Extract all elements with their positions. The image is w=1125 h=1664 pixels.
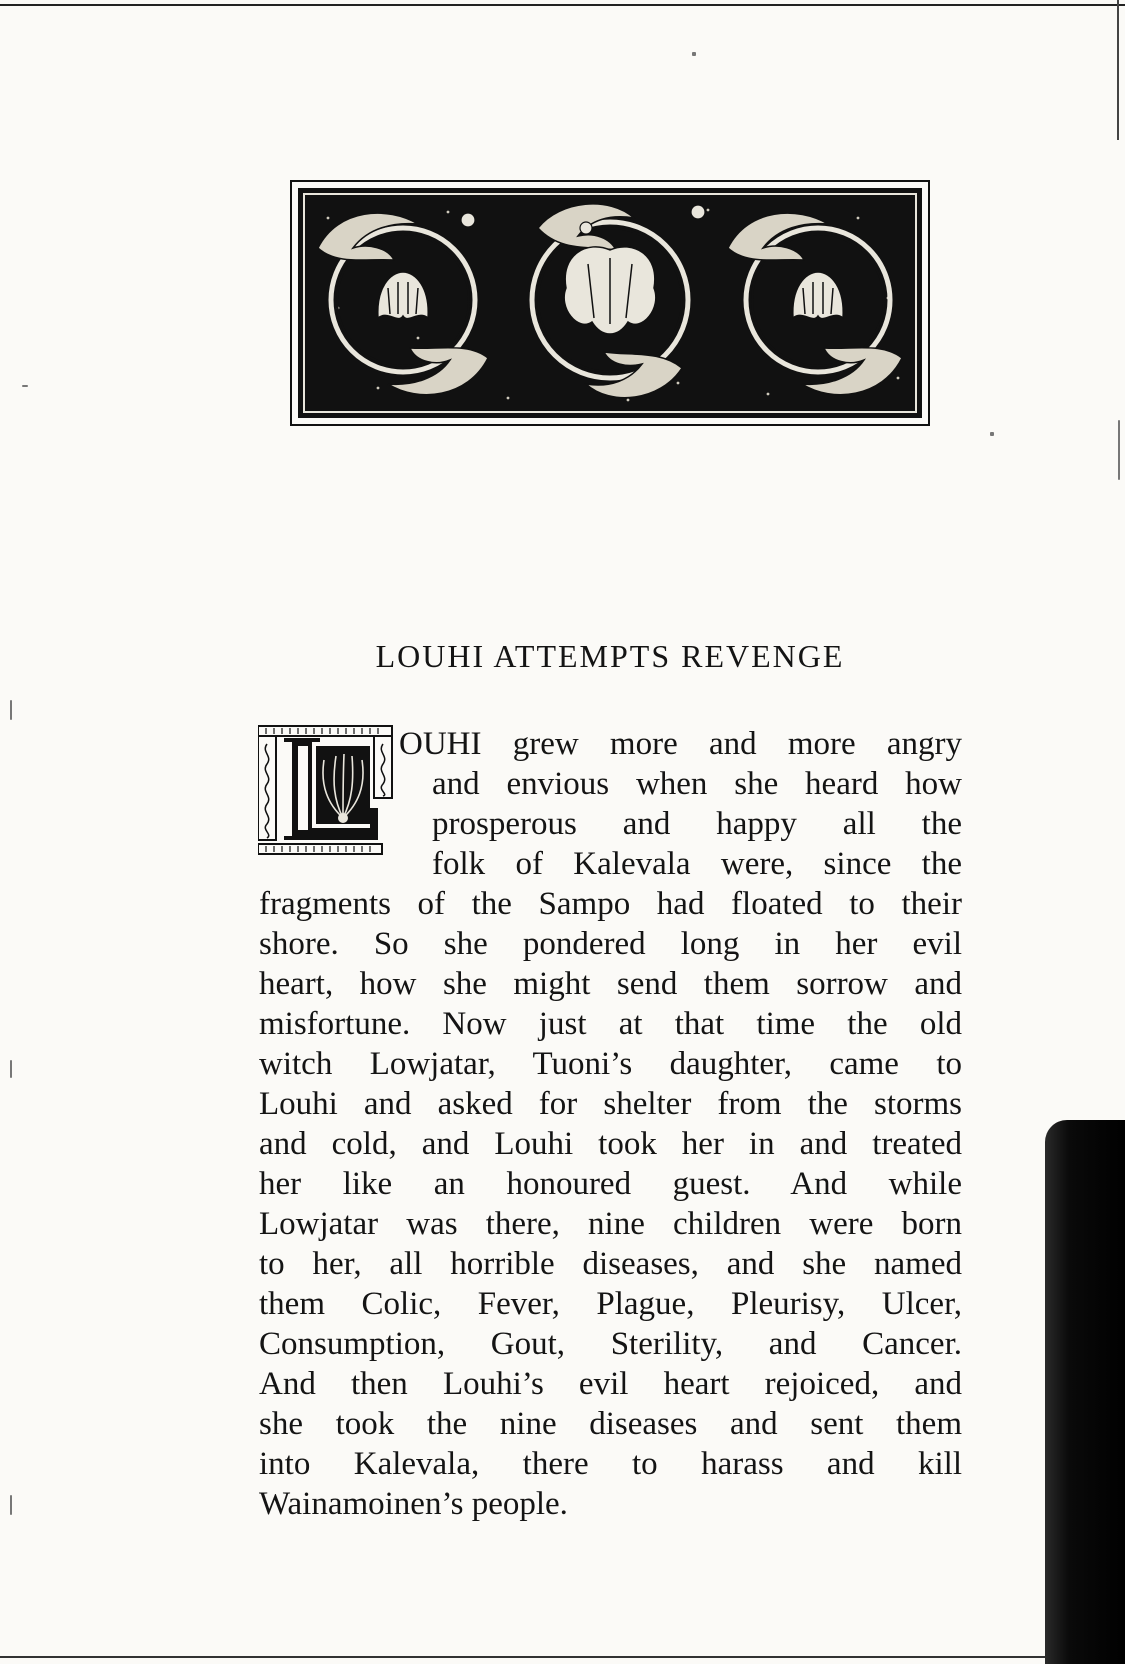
paragraph-line: And then Louhi’s evil heart rejoiced, and: [259, 1366, 962, 1402]
headpiece-ornament-icon: [298, 188, 922, 418]
paragraph-line: her like an honoured guest. And while: [259, 1166, 962, 1202]
top-page-edge: [0, 4, 1125, 6]
scan-speck: [22, 385, 28, 387]
paragraph-line: and envious when she heard how: [432, 766, 962, 802]
scan-speck: [10, 700, 12, 720]
paragraph-line: fragments of the Sampo had floated to their: [259, 886, 962, 922]
paragraph-line: witch Lowjatar, Tuoni’s daughter, came to: [259, 1046, 962, 1082]
paragraph-line: Consumption, Gout, Sterility, and Cancer.: [259, 1326, 962, 1362]
paragraph-line: to her, all horrible diseases, and she named: [259, 1246, 962, 1282]
right-page-edge: [1117, 0, 1119, 140]
paragraph-line: Louhi and asked for shelter from the storms: [259, 1086, 962, 1122]
paragraph-line: Lowjatar was there, nine children were born: [259, 1206, 962, 1242]
paragraph-line: them Colic, Fever, Plague, Pleurisy, Ulcer,: [259, 1286, 962, 1322]
paragraph-line: prosperous and happy all the: [432, 806, 962, 842]
scan-speck: [1118, 420, 1120, 480]
scan-speck: [692, 52, 696, 56]
ornamental-headpiece: [290, 180, 930, 426]
bottom-page-edge: [0, 1656, 1125, 1658]
paragraph-line: OUHI grew more and more angry: [399, 726, 962, 762]
scan-speck: [10, 1495, 12, 1515]
scan-speck: [990, 432, 994, 436]
paragraph-line: into Kalevala, there to harass and kill: [259, 1446, 962, 1482]
chapter-title: LOUHI ATTEMPTS REVENGE: [375, 638, 845, 674]
paragraph-line: folk of Kalevala were, since the: [432, 846, 962, 882]
paragraph-line: and cold, and Louhi took her in and treated: [259, 1126, 962, 1162]
paragraph-line: heart, how she might send them sorrow and: [259, 966, 962, 1002]
paragraph-line: Wainamoinen’s people.: [259, 1486, 568, 1522]
paragraph-line: misfortune. Now just at that time the old: [259, 1006, 962, 1042]
paragraph-line: she took the nine diseases and sent them: [259, 1406, 962, 1442]
drop-cap-initial: [258, 724, 394, 858]
paragraph-line: shore. So she pondered long in her evil: [259, 926, 962, 962]
scan-thumb-shadow: [1045, 1120, 1125, 1664]
ornamental-initial-l-icon: [258, 724, 394, 858]
scan-speck: [10, 1060, 12, 1078]
